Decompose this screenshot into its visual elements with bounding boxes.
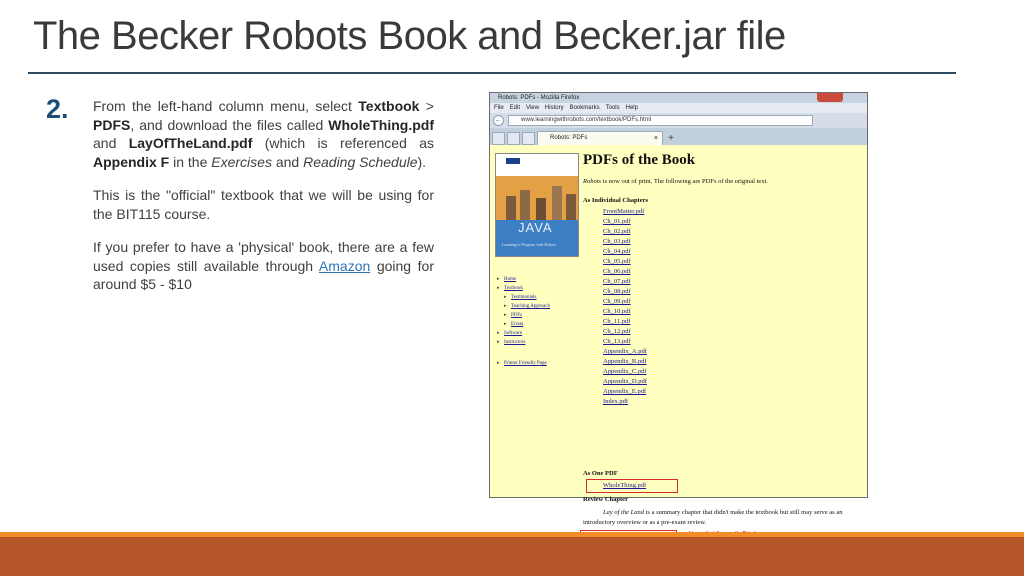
title-bold-jar: Becker.jar <box>553 14 727 58</box>
cover-title: JAVA <box>518 220 553 235</box>
pdf-link[interactable]: Appendix_A.pdf <box>603 348 647 355</box>
paragraph-download: From the left-hand column menu, select Textbook > PDFS, and download the files called WholeThing.pdf and LayOfTheLand.pdf (which is referenced as Appendix F in the Exercises and Reading Schedule). <box>93 98 435 170</box>
pdf-link[interactable]: Ch_13.pdf <box>603 338 631 345</box>
nav-textbook[interactable]: ▸ Textbook <box>496 284 550 293</box>
pdf-link[interactable]: Ch_01.pdf <box>603 218 631 225</box>
pdf-link[interactable]: Ch_04.pdf <box>603 248 631 255</box>
menu-bookmarks[interactable]: Bookmarks <box>569 105 600 111</box>
pdf-link[interactable]: Ch_06.pdf <box>603 268 631 275</box>
menu-history[interactable]: History <box>544 105 564 111</box>
title-text-1: The Becker <box>33 14 244 58</box>
browser-screenshot <box>489 92 868 526</box>
menu-edit[interactable]: Edit <box>509 105 521 111</box>
book-cover-image <box>495 153 579 257</box>
title-divider <box>28 72 956 74</box>
web-page-content <box>490 145 867 526</box>
footer-bar <box>0 537 1024 576</box>
new-tab-icon[interactable]: + <box>668 133 674 144</box>
pinned-tab-icon[interactable] <box>507 132 520 145</box>
pdf-link[interactable]: Ch_10.pdf <box>603 308 631 315</box>
section-individual-chapters: As Individual Chapters <box>583 197 649 204</box>
pdf-link[interactable]: Ch_11.pdf <box>603 318 631 325</box>
nav-home[interactable]: ▸ Home <box>496 275 550 284</box>
url-bar[interactable]: www.learningwithrobots.com/textbook/PDFs.html <box>508 115 813 126</box>
title-text-3: file <box>726 14 786 58</box>
menu-file[interactable]: File <box>494 105 504 111</box>
paragraph-physical: If you prefer to have a 'physical' book, there are a few used copies still available through Amazon going for around $5 - $10 <box>93 239 435 292</box>
tab-robots-pdfs[interactable]: Robots: PDFs × <box>537 131 663 145</box>
nav-instructors[interactable]: ▸ Instructors <box>496 338 550 347</box>
title-bold-robots: Robots <box>243 14 367 58</box>
back-arrow-icon[interactable]: ← <box>495 117 502 124</box>
menu-help[interactable]: Help <box>625 105 638 111</box>
pdf-link[interactable]: Ch_03.pdf <box>603 238 631 245</box>
whole-thing-link[interactable]: WholeThing.pdf <box>603 482 647 489</box>
title-text-2: Book and <box>366 14 554 58</box>
pdf-link[interactable]: FrontMatter.pdf <box>603 208 645 215</box>
pdf-link[interactable]: Ch_12.pdf <box>603 328 631 335</box>
browser-title-bar: Robots: PDFs - Mozilla Firefox <box>490 93 867 103</box>
nav-software[interactable]: ▸ Software <box>496 329 550 338</box>
window-close-button[interactable] <box>817 93 843 102</box>
page-heading: PDFs of the Book <box>583 152 696 168</box>
left-nav-menu <box>496 275 550 368</box>
nav-pdfs[interactable]: ▸ PDFs <box>496 311 550 320</box>
tab-close-icon[interactable]: × <box>653 135 658 142</box>
pdf-link[interactable]: Appendix_E.pdf <box>603 388 647 395</box>
pdf-link[interactable]: Ch_07.pdf <box>603 278 631 285</box>
pdf-link[interactable]: Ch_05.pdf <box>603 258 631 265</box>
cover-subtitle: Learning to Program with Robots <box>502 242 556 247</box>
menu-view[interactable]: View <box>526 105 539 111</box>
nav-printer-friendly[interactable]: ▸ Printer Friendly Page <box>496 359 550 368</box>
browser-menu-bar <box>490 103 867 113</box>
review-description: Lay of the Land is a summary chapter that didn't make the textbook but still may serve as an introductory overview or as a pre-exam review. <box>583 509 843 526</box>
instructions-text <box>93 97 434 309</box>
section-one-pdf: As One PDF <box>583 470 618 477</box>
chapter-list <box>603 207 647 407</box>
step-number: 2. <box>46 94 69 124</box>
menu-tools[interactable]: Tools <box>605 105 620 111</box>
pdf-link[interactable]: Index.pdf <box>603 398 629 405</box>
pdf-link[interactable]: Appendix_B.pdf <box>603 358 647 365</box>
pdf-link[interactable]: Appendix_C.pdf <box>603 368 647 375</box>
nav-teaching-approach[interactable]: ▸ Teaching Approach <box>496 302 550 311</box>
nav-errata[interactable]: ▸ Errata <box>496 320 550 329</box>
browser-tab-strip <box>490 128 867 145</box>
amazon-link[interactable]: Amazon <box>318 257 371 274</box>
browser-nav-bar <box>490 113 867 128</box>
pdf-link[interactable]: Appendix_D.pdf <box>603 378 647 385</box>
nav-testimonials[interactable]: ▸ Testimonials <box>496 293 550 302</box>
pdf-link[interactable]: Ch_09.pdf <box>603 298 631 305</box>
pdf-link[interactable]: Ch_08.pdf <box>603 288 631 295</box>
page-intro: Robots is now out of print. The following are PDFs of the original text. <box>583 178 768 185</box>
pinned-tab-icon[interactable] <box>492 132 505 145</box>
pdf-link[interactable]: Ch_02.pdf <box>603 228 631 235</box>
slide-title <box>33 14 786 59</box>
pinned-tab-icon[interactable] <box>522 132 535 145</box>
section-review-chapter: Review Chapter <box>583 496 628 503</box>
paragraph-official: This is the "official" textbook that we will be using for the BIT115 course. <box>93 187 434 222</box>
